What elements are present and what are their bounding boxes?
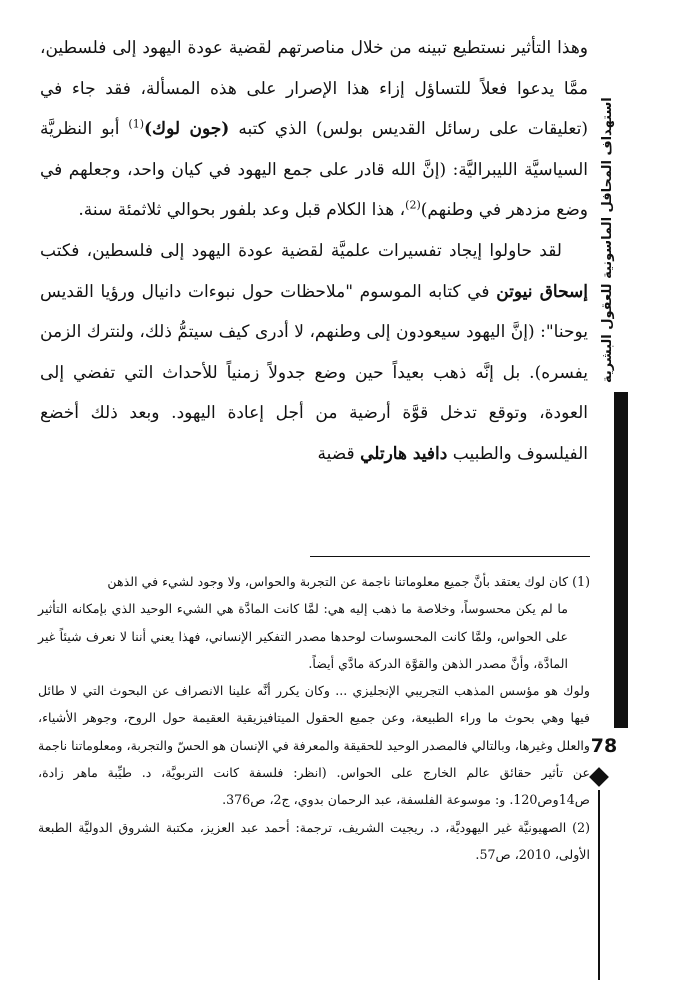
page-number: 78 [590,735,618,757]
john-locke-name: (جون لوك) [144,119,230,140]
paragraph-1-text-b: أبو النظريَّة السياسيَّة الليبراليَّة: (إنَّ الله قادر على جمع اليهود في كيان واحد، وجعلهم في وضع مزدهر في وطنهم) [40,119,588,221]
diamond-ornament-icon [589,767,609,787]
footnotes [38,568,590,868]
david-hartley-name: دافيد هارتلي [360,443,448,464]
paragraph-2-text-a: لقد حاولوا إيجاد تفسيرات علميَّة لقضية عودة اليهود إلى فلسطين، فكتب [40,240,562,261]
paragraph-1-text-a: وهذا التأثير نستطيع تبينه من خلال مناصرتهم لقضية عودة اليهود إلى فلسطين، ممَّا يدعوا فعلاً للتساؤل إزاء هذا الإصرار على هذه المسألة، فقد جاء في (تعليقات على رسائل القديس بولس) الذي كتبه [40,38,588,140]
paragraph-2 [40,231,588,475]
footnote-ref-1[interactable]: (1) [128,117,145,131]
footnote-ref-2[interactable]: (2) [405,198,421,212]
paragraph-1-text-c: ، هذا الكلام قبل وعد بلفور بحوالي ثلاثمئة سنة. [78,200,406,221]
side-thumb-bar [614,392,628,728]
footnote-1-first-line: (1) كان لوك يعتقد بأنَّ جميع معلوماتنا ناجمة عن التجربة والحواس، ولا وجود لشيء في الذهن [107,574,590,589]
footnote-2: (2) الصهيونيَّة غير اليهوديَّة، د. ريجيت الشريف، ترجمة: أحمد عبد العزيز، مكتبة الشروق الدوليَّة الطبعة الأولى، 2010، ص57. [38,819,590,862]
isaac-newton-name: إسحاق نيوتن [496,281,589,302]
main-text [40,28,588,475]
paragraph-1 [40,28,588,231]
side-rule [598,790,600,980]
footnote-1-second-paragraph: ولوك هو مؤسس المذهب التجريبي الإنجليزي ... وكان يكرر أنَّه علينا الانصراف عن البحوث التي لا طائل فيها وهي بحوث ما وراء الطبيعة، وعن جميع الحقول الميتافيزيقية العقيمة حول الروح، وجوهر الأشياء، والعلل وغيرها، وبالتالي فالمصدر الوحيد للحقيقة والمعرفة في الإنسان هو الحسّ والتجربة، ومعلوماتنا ناجمة عن تأثير حقائق عالم الخارج على الحواس. (انظر: فلسفة كانت التربويَّة، د. طيِّبة ماهر زادة، ص14وص120. و: موسوعة الفلسفة، عبد الرحمان بدوي، ج2، ص376. [38,683,590,808]
footnote-1-continuation: ما لم يكن محسوساً، وخلاصة ما ذهب إليه هي: لمَّا كانت المادَّة هي الشيء الوحيد الذي بإمكانه التأثير على الحواس، ولمَّا كانت المحسوسات لوحدها مصدر التفكير الإنساني، فهذا يعني أننا لا نعرف شيئاً غير المادَّة، وأنَّ مصدر الذهن والقوَّة الدركة مادَّي أيضاً. [38,601,568,671]
paragraph-2-text-c: قضية [317,443,361,464]
footnote-separator [310,556,590,557]
running-header: استهداف المحافل الماسونية للعقول البشرية [600,97,615,383]
paragraph-2-text-b: في كتابه الموسوم "ملاحظات حول نبوءات دانيال ورؤيا القديس يوحنا": (إنَّ اليهود سيعودون إلى وطنهم، لا أدرى كيف سيتمُّ ذلك، ولنترك الزمن يفسره). بل إنَّه ذهب بعيداً حين وضع جدولاً زمنياً للأحداث التي تفضي إلى العودة، وتوقع تدخل قوَّة أرضية من أجل إعادة اليهود. وبعد ذلك أخضع الفيلسوف والطبيب [40,281,588,464]
